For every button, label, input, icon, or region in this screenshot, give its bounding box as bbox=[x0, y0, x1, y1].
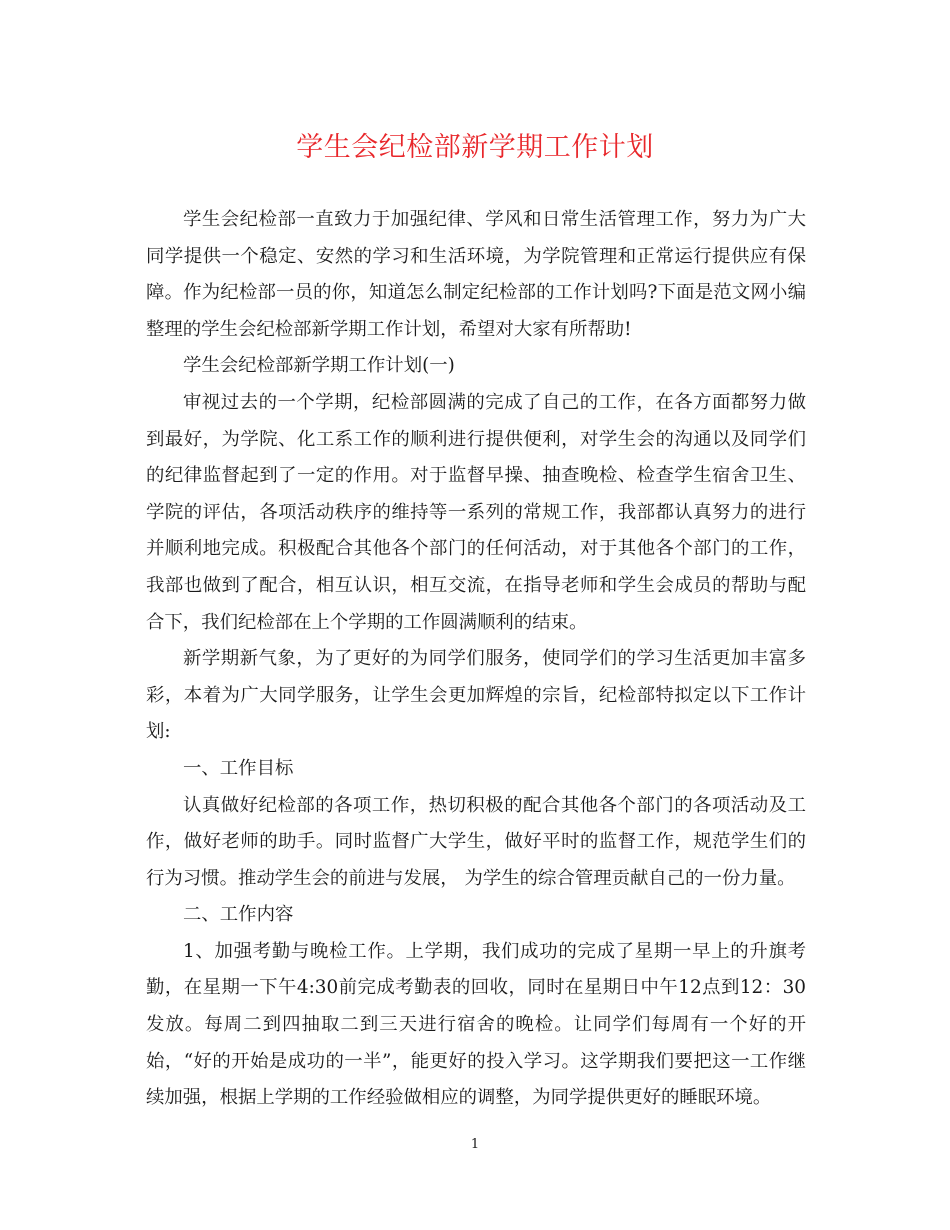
section-heading-goals: 一、工作目标 bbox=[183, 757, 294, 779]
paragraph-new-semester: 新学期新气象，为了更好的为同学们服务，使同学们的学习生活更加丰富多彩，本着为广大同学服务，让学生会更加辉煌的宗旨，纪检部特拟定以下工作计划: bbox=[146, 648, 806, 743]
document-body bbox=[146, 202, 806, 1117]
section-heading-plan-one: 学生会纪检部新学期工作计划(一) bbox=[183, 355, 455, 377]
section-heading-content: 二、工作内容 bbox=[183, 904, 294, 926]
paragraph-attendance: 1、加强考勤与晚检工作。上学期，我们成功的完成了星期一早上的升旗考勤，在星期一下午4:30前完成考勤表的回收，同时在星期日中午12点到12：30发放。每周二到四抽取二到三天进行宿舍的晚检。让同学们每周有一个好的开始，“好的开始是成功的一半”，能更好的投入学习。这学期我们要把这一工作继续加强，根据上学期的工作经验做相应的调整，为同学提供更好的睡眠环境。 bbox=[146, 940, 806, 1109]
paragraph-intro: 学生会纪检部一直致力于加强纪律、学风和日常生活管理工作，努力为广大同学提供一个稳定、安然的学习和生活环境，为学院管理和正常运行提供应有保障。作为纪检部一员的你，知道怎么制定纪检部的工作计划吗?下面是范文网小编整理的学生会纪检部新学期工作计划，希望对大家有所帮助! bbox=[146, 209, 806, 340]
document-title: 学生会纪检部新学期工作计划 bbox=[296, 132, 654, 163]
paragraph-goals: 认真做好纪检部的各项工作，热切积极的配合其他各个部门的各项活动及工作，做好老师的助手。同时监督广大学生，做好平时的监督工作，规范学生们的行为习惯。推动学生会的前进与发展， 为学生的综合管理贡献自己的一份力量。 bbox=[146, 794, 806, 889]
page-number: 1 bbox=[470, 1137, 480, 1152]
paragraph-review: 审视过去的一个学期，纪检部圆满的完成了自己的工作，在各方面都努力做到最好，为学院、化工系工作的顺利进行提供便利，对学生会的沟通以及同学们的纪律监督起到了一定的作用。对于监督早操、抽查晚检、检查学生宿舍卫生、学院的评估，各项活动秩序的维持等一系列的常规工作，我部都认真努力的进行并顺利地完成。积极配合其他各个部门的任何活动，对于其他各个部门的工作，我部也做到了配合，相互认识，相互交流，在指导老师和学生会成员的帮助与配合下，我们纪检部在上个学期的工作圆满顺利的结束。 bbox=[146, 391, 806, 633]
